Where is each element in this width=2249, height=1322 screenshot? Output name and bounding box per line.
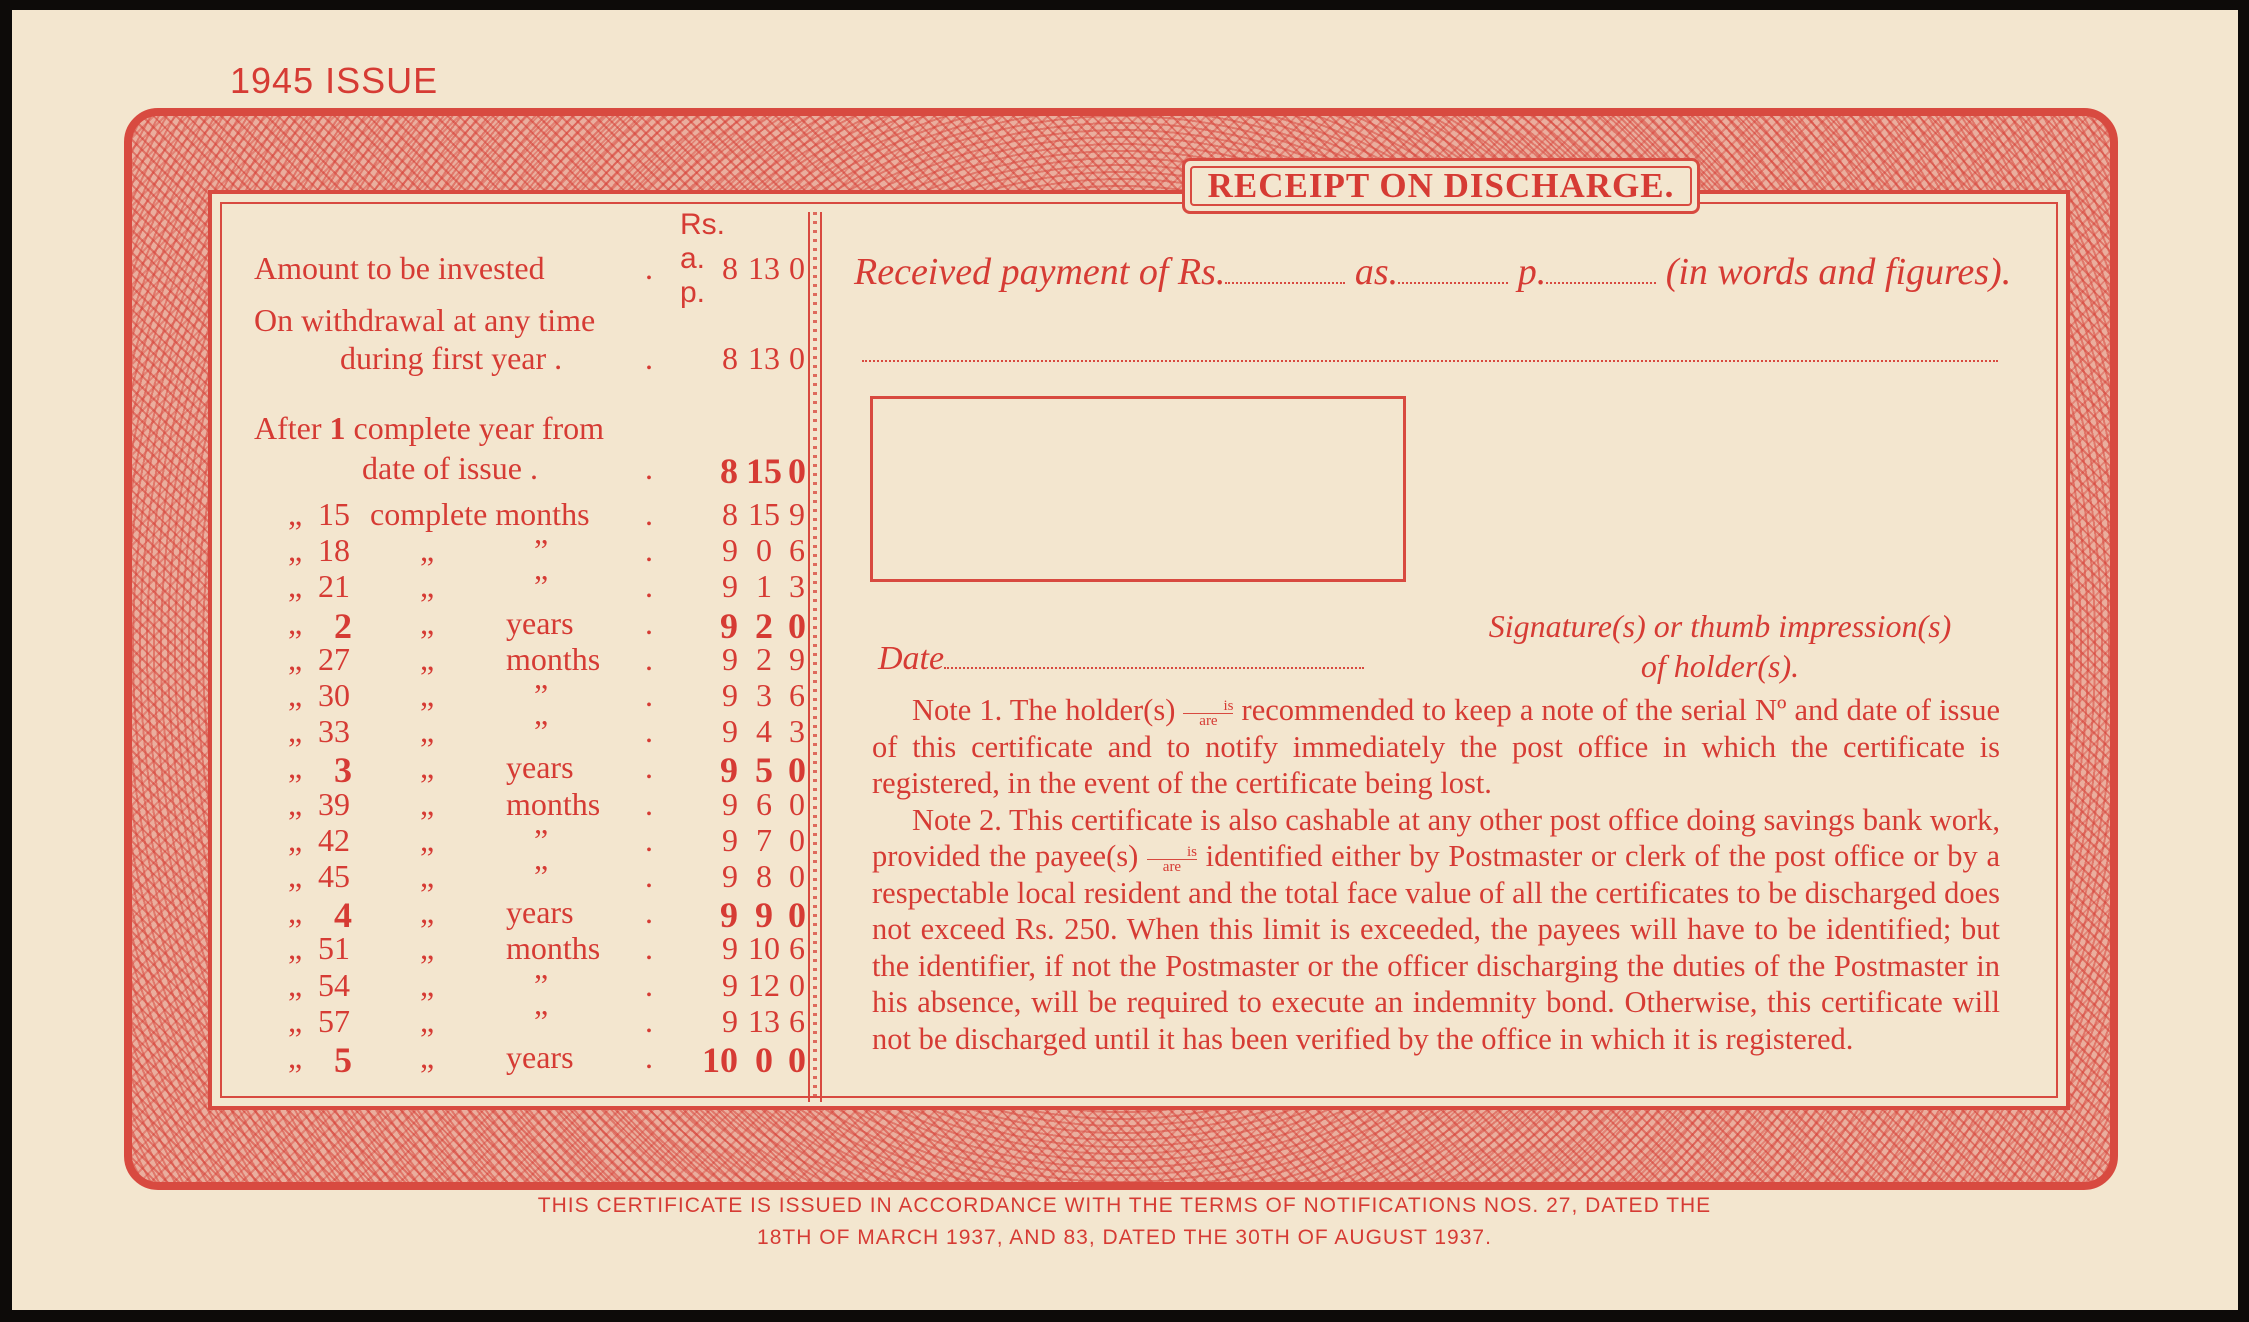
val-a: 9	[755, 895, 773, 936]
ditto-mark: „	[288, 677, 303, 713]
val-rs: 8	[722, 250, 738, 286]
period-unit: months	[506, 640, 601, 677]
note-2-b: identified either by Postmaster or clerk of the post office or by a respectable local resident and the total face value of all the certificates to be discharged does not exceed Rs. 250. When this limit is exceeded, the payees will have to be identified; but the identifier, if not the Postmaster or the officer discharging the duties of the Postmaster in his absence, will be required to execute an indemnity bond. Otherwise, this certificate will not be discharged until it has been verified by the office in which it is registered.	[872, 839, 2000, 1056]
val-p: 0	[788, 895, 806, 936]
period-number: 2	[334, 605, 352, 646]
frac-top: is	[1183, 699, 1233, 714]
period-number: 4	[334, 895, 352, 936]
after-word: After	[254, 410, 322, 446]
val-a: 1	[756, 568, 772, 605]
val-p: 6	[789, 930, 805, 967]
val-p: 9	[789, 640, 805, 677]
period-unit: complete months	[370, 496, 590, 532]
period-number: 3	[334, 750, 352, 791]
val-p: 0	[789, 821, 805, 858]
frac-top: is	[1147, 845, 1197, 860]
period-unit: ”	[534, 713, 549, 750]
val-p: 6	[789, 677, 805, 713]
period-unit: years	[506, 604, 574, 641]
ditto-mark: „	[420, 568, 435, 605]
ditto-mark: „	[288, 604, 303, 641]
period-unit: years	[506, 1039, 574, 1075]
ditto-mark: „	[420, 821, 435, 858]
ditto-mark: „	[288, 821, 303, 858]
after-rest: complete year from	[353, 410, 605, 446]
val-rs: 9	[722, 966, 738, 1003]
leader-dot: .	[645, 1039, 653, 1075]
as-blank[interactable]	[1398, 256, 1508, 284]
val-a: 7	[756, 821, 772, 858]
val-p: 0	[788, 605, 806, 646]
val-p: 0	[789, 785, 805, 822]
note-1-a: Note 1. The holder(s)	[912, 693, 1176, 727]
row-label	[254, 410, 604, 447]
ditto-mark: „	[288, 1039, 303, 1075]
period-unit: ”	[534, 858, 549, 894]
col-rs: Rs.	[680, 208, 725, 241]
ditto-mark: „	[420, 1002, 435, 1039]
frac-bottom: are	[1162, 858, 1182, 875]
val-rs: 8	[720, 451, 738, 491]
leader-dot: .	[645, 250, 653, 286]
received-p: p.	[1517, 251, 1547, 293]
page-title: RECEIPT ON DISCHARGE.	[1190, 166, 1692, 206]
period-unit: ”	[534, 821, 549, 858]
note-2-a: Note 2. This certificate is also cashable at any other post office doing savings bank work, provided the payee(s)	[872, 802, 2000, 873]
ditto-mark: „	[288, 640, 303, 677]
signature-caption	[1440, 606, 2000, 686]
period-unit: months	[506, 930, 601, 967]
ditto-mark: „	[288, 713, 303, 750]
ditto-mark: „	[288, 858, 303, 894]
val-rs: 9	[722, 1002, 738, 1039]
period-number: 21	[318, 568, 350, 605]
val-rs: 9	[720, 750, 738, 791]
period-unit: ”	[534, 1002, 549, 1039]
period-number: 33	[318, 713, 350, 750]
signature-line-2: of holder(s).	[1640, 648, 1800, 684]
received-as: as.	[1354, 251, 1399, 293]
after-num: 1	[329, 410, 346, 446]
amount-words-line[interactable]	[862, 360, 1998, 362]
val-rs: 9	[722, 677, 738, 713]
val-a: 0	[756, 532, 772, 569]
period-unit: ”	[534, 966, 549, 1003]
period-unit: years	[506, 749, 574, 786]
note-2	[872, 802, 2000, 1058]
is-are-fraction	[1183, 699, 1233, 728]
leader-dot: .	[645, 496, 653, 532]
frac-bottom: are	[1199, 712, 1218, 729]
ditto-mark: „	[420, 640, 435, 677]
val-a: 13	[748, 250, 780, 286]
val-p: 3	[789, 713, 805, 750]
val-p: 0	[788, 451, 806, 491]
issue-label: 1945 ISSUE	[230, 60, 439, 101]
val-a: 15	[746, 451, 782, 491]
received-prefix: Received payment of Rs.	[854, 251, 1226, 293]
ditto-mark: „	[420, 930, 435, 967]
val-rs: 9	[722, 713, 738, 750]
row-label: Amount to be invested	[254, 250, 545, 286]
period-number: 15	[318, 496, 350, 532]
ditto-mark: „	[288, 785, 303, 822]
ditto-mark: „	[420, 966, 435, 1003]
val-rs: 9	[722, 858, 738, 894]
ditto-mark: „	[288, 930, 303, 967]
period-unit: months	[506, 785, 601, 822]
ditto-mark: „	[288, 568, 303, 605]
date-field	[878, 640, 1364, 678]
signature-line-1: Signature(s) or thumb impression(s)	[1488, 608, 1952, 644]
val-rs: 9	[722, 568, 738, 605]
rs-blank[interactable]	[1225, 256, 1345, 284]
val-a: 6	[756, 785, 772, 822]
val-a: 12	[748, 966, 780, 1003]
leader-dot: .	[645, 785, 653, 822]
leader-dot: .	[645, 604, 653, 641]
val-p: 0	[789, 340, 805, 376]
leader-dot: .	[645, 930, 653, 967]
val-rs: 9	[720, 895, 738, 936]
ditto-mark: „	[420, 532, 435, 569]
val-p: 0	[788, 1040, 806, 1080]
leader-dot: .	[645, 1002, 653, 1039]
period-number: 54	[318, 966, 350, 1003]
received-suffix: (in words and figures).	[1665, 251, 2012, 293]
val-p: 0	[789, 250, 805, 286]
val-p: 6	[789, 1002, 805, 1039]
period-number: 27	[318, 640, 350, 677]
val-rs: 10	[702, 1040, 738, 1080]
ditto-mark: „	[420, 894, 435, 931]
notes	[872, 692, 2000, 1057]
row-label: On withdrawal at any time	[254, 302, 596, 338]
leader-dot: .	[645, 713, 653, 750]
leader-dot: .	[645, 858, 653, 894]
note-1	[872, 692, 2000, 802]
val-rs: 9	[722, 821, 738, 858]
is-are-fraction	[1147, 845, 1197, 874]
leader-dot: .	[645, 821, 653, 858]
period-number: 18	[318, 532, 350, 569]
val-p: 3	[789, 568, 805, 605]
val-p: 0	[789, 858, 805, 894]
period-number: 51	[318, 930, 350, 967]
val-rs: 9	[722, 785, 738, 822]
ditto-mark: „	[288, 966, 303, 1003]
p-blank[interactable]	[1546, 256, 1656, 284]
period-number: 39	[318, 785, 350, 822]
period-unit: years	[506, 894, 574, 931]
val-a: 13	[748, 340, 780, 376]
ditto-mark: „	[420, 713, 435, 750]
period-number: 42	[318, 821, 350, 858]
row-label: during first year .	[340, 340, 563, 376]
val-rs: 9	[722, 640, 738, 677]
val-a: 15	[748, 496, 780, 532]
ditto-mark: „	[288, 749, 303, 786]
footer-line-1: THIS CERTIFICATE IS ISSUED IN ACCORDANCE WITH THE TERMS OF NOTIFICATIONS NOS. 27, DATED THE	[537, 1194, 1712, 1217]
val-a: 2	[755, 605, 773, 646]
val-a: 8	[756, 858, 772, 894]
val-p: 0	[788, 750, 806, 791]
leader-dot: .	[645, 966, 653, 1003]
val-p: 9	[789, 496, 805, 532]
footer-line-2: 18TH OF MARCH 1937, AND 83, DATED THE 30TH OF AUGUST 1937.	[757, 1226, 1492, 1249]
received-payment-line	[854, 250, 2011, 294]
period-unit: ”	[534, 568, 549, 605]
val-a: 2	[756, 640, 772, 677]
leader-dot: .	[645, 677, 653, 713]
val-a: 0	[755, 1040, 773, 1080]
leader-dot: .	[645, 532, 653, 569]
val-rs: 8	[722, 340, 738, 376]
ditto-mark: „	[420, 749, 435, 786]
ditto-mark: „	[420, 604, 435, 641]
date-blank[interactable]	[944, 645, 1364, 669]
period-unit: ”	[534, 532, 549, 569]
val-a: 4	[756, 713, 772, 750]
val-a: 3	[756, 677, 772, 713]
val-p: 0	[789, 966, 805, 1003]
val-rs: 8	[722, 496, 738, 532]
leader-dot: .	[645, 568, 653, 605]
leader-dot: .	[645, 894, 653, 931]
leader-dot: .	[645, 450, 653, 486]
val-rs: 9	[722, 532, 738, 569]
val-rs: 9	[720, 605, 738, 646]
leader-dot: .	[645, 640, 653, 677]
period-unit: ”	[534, 677, 549, 713]
ditto-mark: „	[288, 894, 303, 931]
val-a: 10	[748, 930, 780, 967]
val-a: 13	[748, 1002, 780, 1039]
title-box	[1182, 158, 1700, 214]
ditto-mark: „	[420, 785, 435, 822]
period-number: 5	[334, 1040, 352, 1080]
ditto-mark: „	[420, 1039, 435, 1075]
row-label: date of issue .	[362, 450, 538, 486]
period-number: 30	[318, 677, 350, 713]
column-divider	[808, 212, 822, 1102]
ditto-mark: „	[420, 858, 435, 894]
col-p: p.	[680, 276, 706, 309]
leader-dot: .	[645, 340, 653, 376]
note-1-b: recommended to keep a note of the serial Nº and date of issue of this certificate and to notify immediately the post office in which the certificate is registered, in the event of the certificate being lost.	[872, 693, 2000, 800]
period-number: 57	[318, 1002, 350, 1039]
ditto-mark: „	[420, 677, 435, 713]
date-label: Date	[878, 640, 945, 677]
ditto-mark: „	[288, 532, 303, 569]
val-p: 6	[789, 532, 805, 569]
ditto-mark: „	[288, 1002, 303, 1039]
leader-dot: .	[645, 749, 653, 786]
val-rs: 9	[722, 930, 738, 967]
stamp-box	[870, 396, 1406, 582]
col-a: a.	[680, 242, 706, 275]
period-number: 45	[318, 858, 350, 894]
val-a: 5	[755, 750, 773, 791]
ditto-mark: „	[288, 496, 303, 532]
